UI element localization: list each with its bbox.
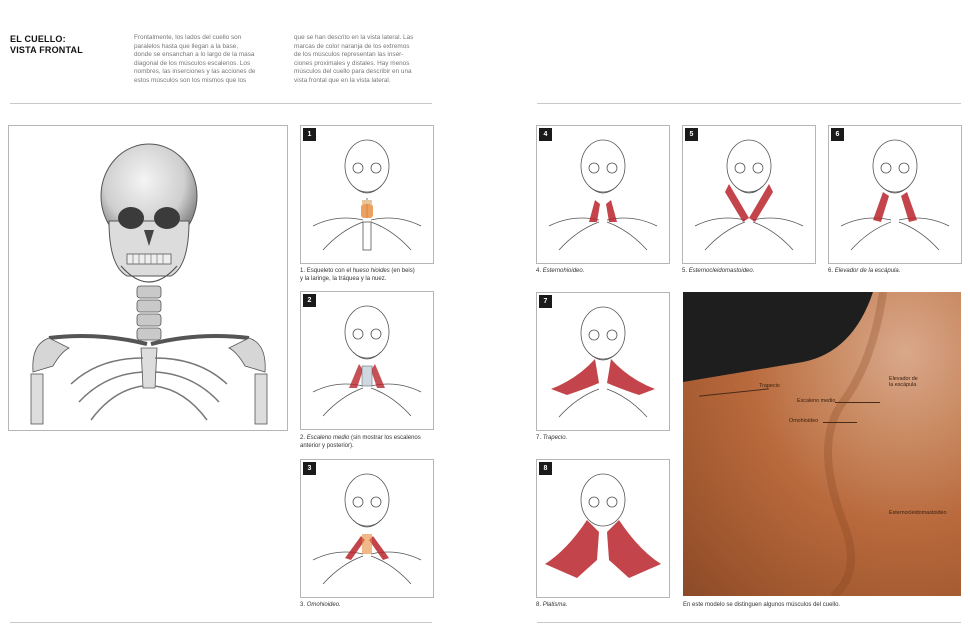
figure-4-drawing — [537, 126, 669, 263]
caption-prefix-7: 7. — [536, 435, 542, 441]
label-elevador — [889, 376, 918, 388]
section-title — [10, 34, 83, 56]
intro-paragraph-1: Frontalmente, los lados del cuello son paralelos hasta que llegan a la base, donde se ensanchan a lo largo de la masa diagonal de los músculos escalenos. Los nombres, las inserciones y las acciones de estos músculos son los mismos que los — [134, 34, 256, 84]
figure-5-drawing — [683, 126, 815, 263]
caption-prefix-2: 2. — [300, 435, 306, 441]
figure-4-panel — [536, 125, 670, 264]
footer-rule-left — [10, 622, 432, 623]
figure-2-panel — [300, 291, 434, 430]
caption-2-c: anterior y posterior). — [300, 443, 354, 449]
neck-model-photo — [683, 292, 961, 596]
figure-3-number: 3 — [303, 462, 316, 475]
escaleno-pointer — [835, 402, 880, 403]
figure-2-caption — [300, 434, 440, 450]
figure-6-caption — [828, 267, 968, 275]
figure-6-panel — [828, 125, 962, 264]
figure-8-drawing — [537, 460, 669, 597]
label-omohioideo: Omohioideo — [789, 418, 819, 424]
figure-7-caption — [536, 434, 676, 442]
figure-6-number: 6 — [831, 128, 844, 141]
figure-6-drawing — [829, 126, 961, 263]
figure-1-panel — [300, 125, 434, 264]
caption-7: Trapecio. — [542, 435, 568, 441]
caption-prefix-4: 4. — [536, 268, 542, 274]
figure-8-panel — [536, 459, 670, 598]
caption-1-c: (en beis) — [389, 268, 415, 274]
figure-8-caption — [536, 601, 676, 609]
figure-5-caption — [682, 267, 822, 275]
header-rule-right — [537, 103, 961, 104]
figure-7-drawing — [537, 293, 669, 430]
label-elevador-line2: la escápula — [889, 382, 917, 388]
caption-8: Platisma. — [542, 602, 568, 608]
title-line-2: VISTA FRONTAL — [10, 45, 83, 55]
figure-3-panel — [300, 459, 434, 598]
skeleton-drawing — [9, 126, 287, 430]
figure-2-number: 2 — [303, 294, 316, 307]
figure-4-caption — [536, 267, 676, 275]
caption-6: Elevador de la escápula. — [834, 268, 901, 274]
label-esternocleidomastoideo: Esternocleidomastoideo — [889, 510, 947, 516]
omohioideo-pointer — [823, 422, 857, 423]
main-skeleton-illustration — [8, 125, 288, 431]
figure-8-number: 8 — [539, 462, 552, 475]
figure-5-panel — [682, 125, 816, 264]
caption-4: Esternohioideo. — [542, 268, 585, 274]
caption-5: Esternocleidomastoideo. — [688, 268, 755, 274]
title-line-1: EL CUELLO: — [10, 34, 66, 44]
figure-5-number: 5 — [685, 128, 698, 141]
figure-7-panel — [536, 292, 670, 431]
caption-1-b: hueso hioides — [352, 268, 390, 274]
label-trapecio: Trapecio — [759, 383, 780, 389]
footer-rule-right — [537, 622, 961, 623]
figure-1-drawing — [301, 126, 433, 263]
photo-caption: En este modelo se distinguen algunos músculos del cuello. — [683, 602, 841, 608]
figure-4-number: 4 — [539, 128, 552, 141]
caption-2-a: Escaleno medio — [306, 435, 350, 441]
photo-shading — [683, 292, 961, 596]
label-escaleno-medio: Escaleno medio — [797, 398, 836, 404]
figure-7-number: 7 — [539, 295, 552, 308]
figure-1-number: 1 — [303, 128, 316, 141]
caption-1-d: y la laringe, la tráquea y la nuez. — [300, 276, 387, 282]
caption-prefix-6: 6. — [828, 268, 834, 274]
caption-1-a: Esqueleto con el — [306, 268, 353, 274]
label-elevador-line1: Elevador de — [889, 376, 918, 382]
figure-1-caption — [300, 267, 440, 283]
header-rule-left — [10, 103, 432, 104]
figure-3-caption — [300, 601, 440, 609]
caption-prefix-1: 1. — [300, 268, 306, 274]
caption-prefix-8: 8. — [536, 602, 542, 608]
figure-3-drawing — [301, 460, 433, 597]
caption-prefix-5: 5. — [682, 268, 688, 274]
caption-prefix-3: 3. — [300, 602, 306, 608]
caption-2-b: (sin mostrar los escalenos — [349, 435, 421, 441]
intro-paragraph-2: que se han descrito en la vista lateral. Las marcas de color naranja de los extremos de los músculos representan las inser- ciones proximales y distales. Hay menos músculos del cuello para describir en una vista frontal que en la vista lateral. — [294, 34, 414, 84]
caption-3: Omohioideo. — [306, 602, 341, 608]
figure-2-drawing — [301, 292, 433, 429]
